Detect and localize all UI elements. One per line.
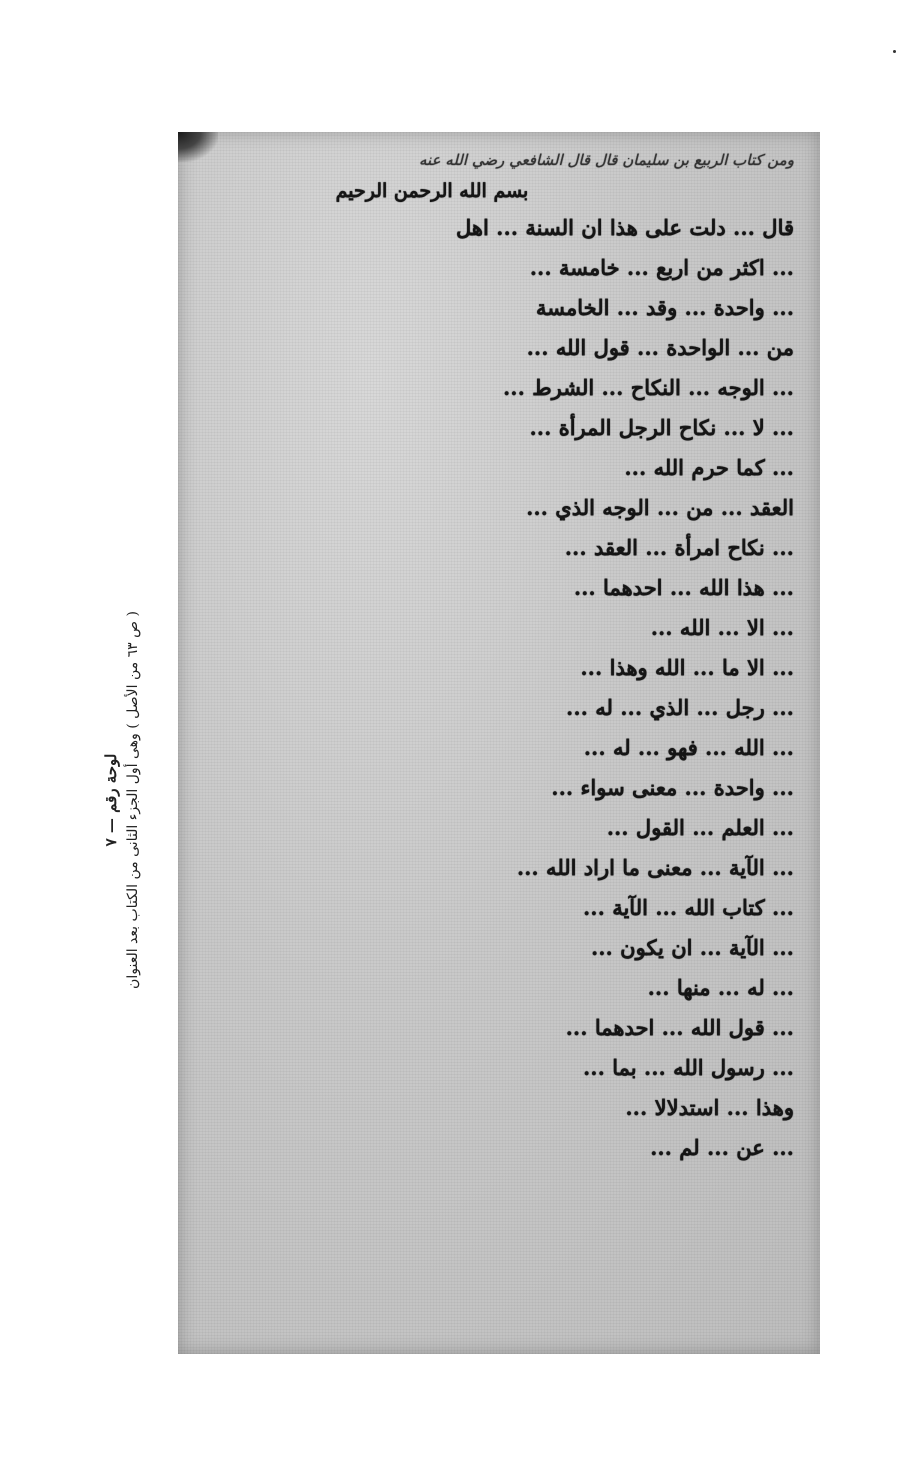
manuscript-line: ... له ... منها ... (647, 975, 794, 1000)
manuscript-line: ... الوجه ... النكاح ... الشرط ... (502, 375, 794, 400)
manuscript-line: ... هذا الله ... احدهما ... (573, 575, 794, 600)
stray-dot (893, 50, 896, 53)
manuscript-line: من ... الواحدة ... قول الله ... (526, 335, 794, 360)
manuscript-line: ... رسول الله ... بما ... (582, 1055, 794, 1080)
manuscript-line: ... الآية ... ان يكون ... (590, 935, 794, 960)
manuscript-text (190, 146, 794, 1168)
manuscript-line: وهذا ... استدلالا ... (625, 1095, 794, 1120)
manuscript-line: ... الا ... الله ... (650, 615, 794, 640)
manuscript-line: ... نكاح امرأة ... العقد ... (564, 535, 794, 560)
manuscript-line: ... كتاب الله ... الآية ... (582, 895, 794, 920)
manuscript-header-line: ومن كتاب الربيع بن سليمان قال قال الشافعي رضي الله عنه (419, 151, 794, 169)
manuscript-line: ... قول الله ... احدهما ... (565, 1015, 794, 1040)
manuscript-line: ... العلم ... القول ... (606, 815, 794, 840)
manuscript-line: ... واحدة ... معنى سواء ... (551, 775, 794, 800)
manuscript-line: ... لا ... نكاح الرجل المرأة ... (529, 415, 794, 440)
manuscript-line: ... الله ... فهو ... له ... (583, 735, 794, 760)
manuscript-line: قال ... دلت على هذا ان السنة ... اهل (456, 215, 794, 240)
manuscript-basmala: بسم الله الرحمن الرحيم (335, 180, 529, 202)
manuscript-line: ... الآية ... معنى ما اراد الله ... (516, 855, 794, 880)
manuscript-line: ... عن ... لم ... (650, 1135, 794, 1160)
plate-caption-text (100, 611, 144, 989)
manuscript-line: العقد ... من ... الوجه الذي ... (526, 495, 794, 520)
manuscript-line: ... اكثر من اربع ... خامسة ... (529, 255, 794, 280)
plate-number: لوحة رقم — ٧ (102, 753, 120, 847)
plate-description: ( ص ٦٣ من الأصل ) وهى أول الجزء الثانى من الكتاب بعد العنوان (125, 611, 141, 989)
manuscript-line: ... رجل ... الذي ... له ... (566, 695, 794, 720)
manuscript-line: ... كما حرم الله ... (624, 455, 794, 480)
manuscript-line: ... الا ما ... الله وهذا ... (580, 655, 794, 680)
manuscript-line: ... واحدة ... وقد ... الخامسة (536, 295, 794, 320)
manuscript-image (178, 132, 820, 1354)
